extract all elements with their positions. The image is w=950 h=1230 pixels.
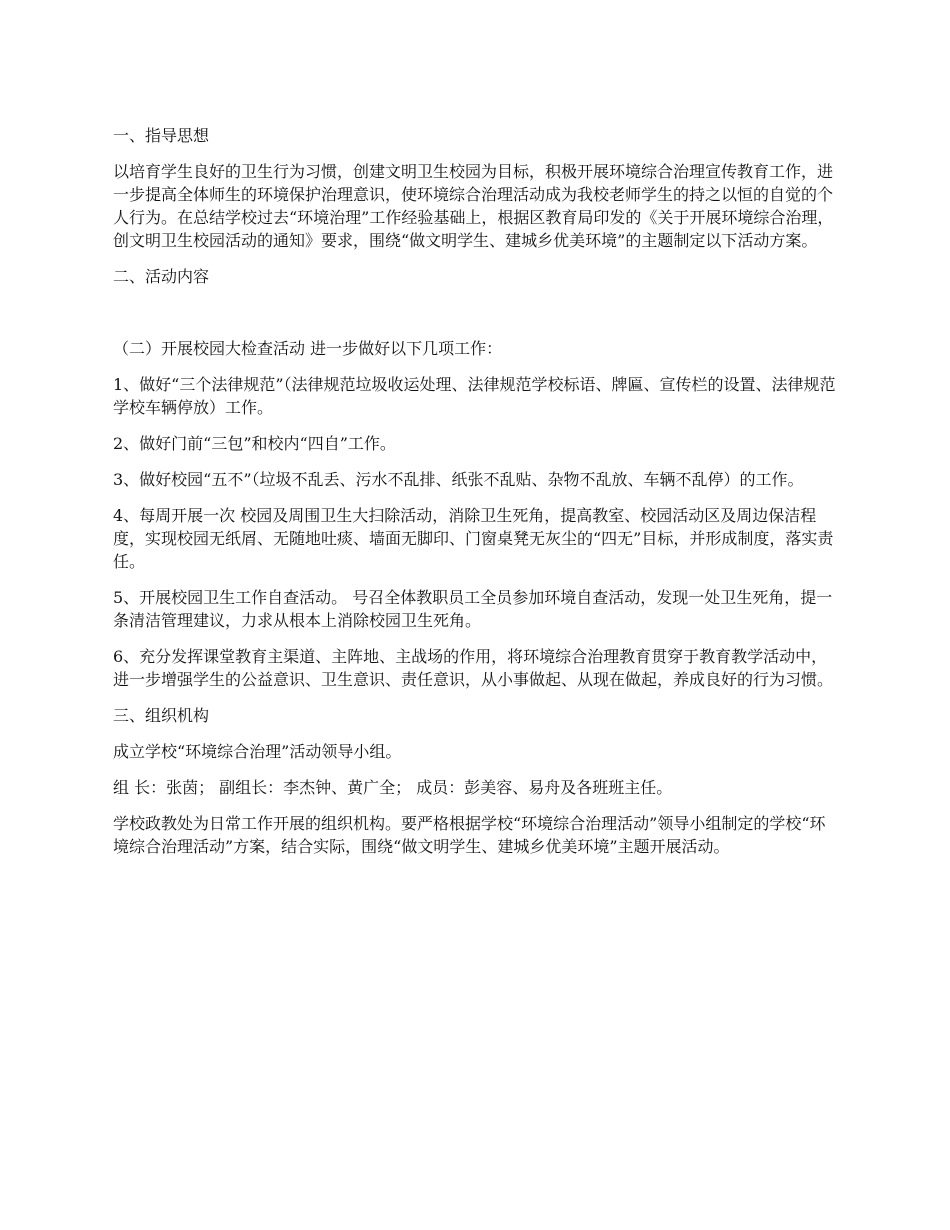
section-3-heading: 三、组织机构 bbox=[113, 706, 210, 725]
list-item-1: 1、做好“三个法律规范”（法律规范垃圾收运处理、法律规范学校标语、牌匾、宣传栏的设置、法律规范学校车辆停放）工作。 bbox=[113, 375, 836, 417]
subsection-2-heading: （二）开展校园大检查活动 进一步做好以下几项工作： bbox=[113, 339, 503, 358]
list-item-5: 5、开展校园卫生工作自查活动。 号召全体教职员工全员参加环境自查活动，发现一处卫生死角，提一条清洁管理建议，力求从根本上消除校园卫生死角。 bbox=[113, 588, 833, 630]
section-1-heading: 一、指导思想 bbox=[113, 126, 210, 145]
list-item-4: 4、每周开展一次 校园及周围卫生大扫除活动，消除卫生死角，提高教室、校园活动区及周边保洁程度，实现校园无纸屑、无随地吐痰、墙面无脚印、门窗桌凳无灰尘的“四无”目标，并形成制度，落实责任。 bbox=[113, 506, 834, 571]
section-3-paragraph-1: 成立学校“环境综合治理”活动领导小组。 bbox=[113, 742, 402, 761]
list-item-3: 3、做好校园“五不”（垃圾不乱丢、污水不乱排、纸张不乱贴、杂物不乱放、车辆不乱停）的工作。 bbox=[113, 470, 804, 489]
list-item-2: 2、做好门前“三包”和校内“四自”工作。 bbox=[113, 434, 396, 453]
section-3-paragraph-2: 组 长：张茵； 副组长：李杰钟、黄广全； 成员：彭美容、易舟及各班班主任。 bbox=[113, 778, 673, 797]
blank-gap bbox=[113, 301, 840, 337]
section-2-heading: 二、活动内容 bbox=[113, 267, 210, 286]
list-item-6: 6、充分发挥课堂教育主渠道、主阵地、主战场的作用，将环境综合治理教育贯穿于教育教学活动中，进一步增强学生的公益意识、卫生意识、责任意识，从小事做起、从现在做起，养成良好的行为习惯。 bbox=[113, 647, 834, 689]
section-3-paragraph-3: 学校政教处为日常工作开展的组织机构。要严格根据学校“环境综合治理活动”领导小组制定的学校“环境综合治理活动”方案，结合实际，围绕“做文明学生、建城乡优美环境”主题开展活动。 bbox=[113, 814, 826, 856]
section-1-body: 以培育学生良好的卫生行为习惯，创建文明卫生校园为目标，积极开展环境综合治理宣传教育工作，进一步提高全体师生的环境保护治理意识，使环境综合治理活动成为我校老师学生的持之以恒的自觉的个人行为。在总结学校过去“环境治理”工作经验基础上，根据区教育局印发的《关于开展环境综合治理，创文明卫生校园活动的通知》要求，围绕“做文明学生、建城乡优美环境”的主题制定以下活动方案。 bbox=[113, 162, 834, 250]
